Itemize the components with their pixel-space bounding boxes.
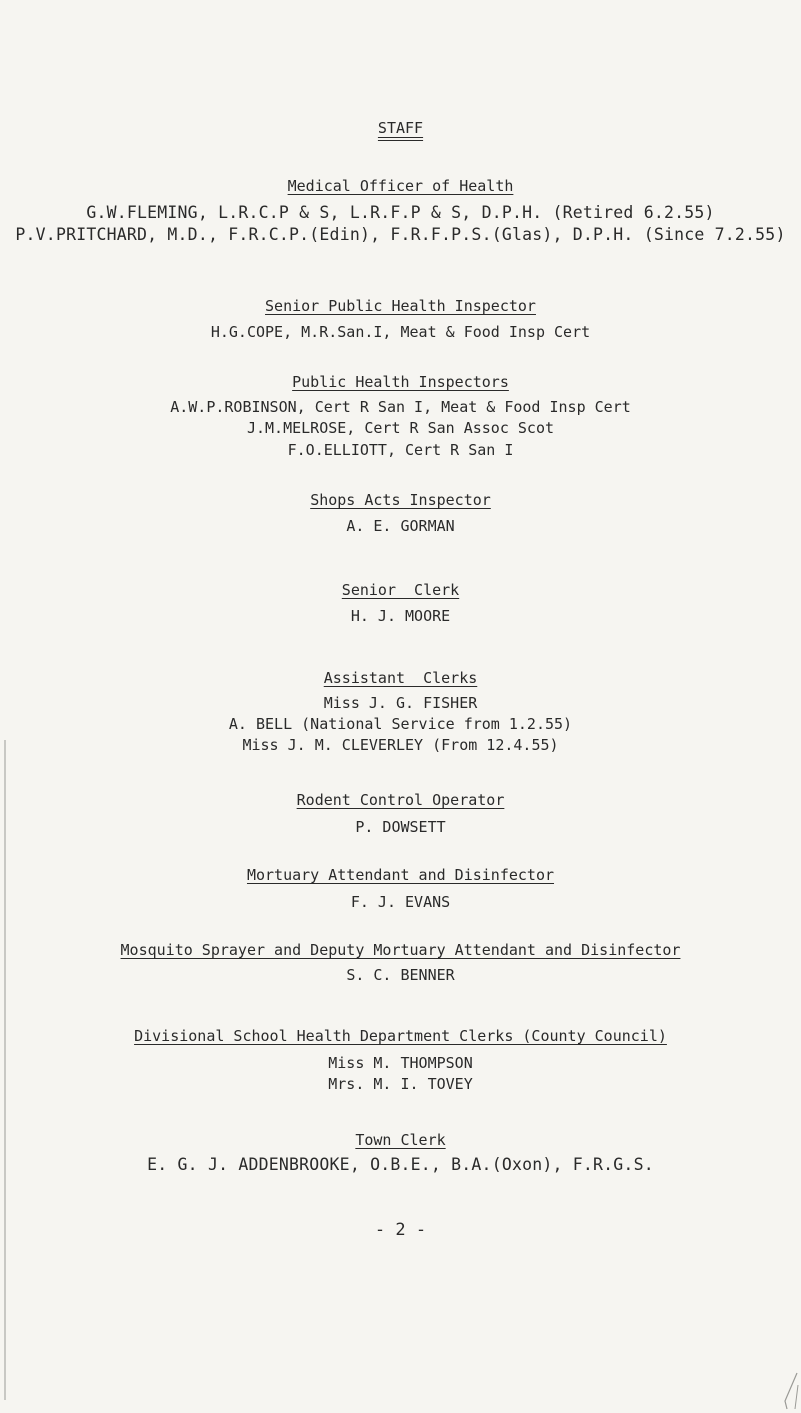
- section-heading-phi: Public Health Inspectors: [292, 373, 509, 391]
- staff-line: F.O.ELLIOTT, Cert R San I: [287, 441, 514, 459]
- staff-line: H. J. MOORE: [350, 607, 451, 625]
- section-heading-medical-officer: Medical Officer of Health: [287, 177, 514, 195]
- staff-line: P.V.PRITCHARD, M.D., F.R.C.P.(Edin), F.R.F.P.S.(Glas), D.P.H. (Since 7.2.55): [15, 225, 786, 244]
- staff-line: A. BELL (National Service from 1.2.55): [228, 715, 573, 733]
- staff-line: F. J. EVANS: [350, 893, 451, 911]
- staff-line: Miss J. G. FISHER: [323, 694, 478, 712]
- page-number: - 2 -: [374, 1220, 427, 1240]
- section-heading-town-clerk: Town Clerk: [355, 1131, 446, 1149]
- page-title: STAFF: [377, 119, 424, 137]
- staff-line: J.M.MELROSE, Cert R San Assoc Scot: [246, 419, 555, 437]
- section-heading-mosquito-sprayer: Mosquito Sprayer and Deputy Mortuary Attendant and Disinfector: [120, 941, 681, 959]
- scan-corner-mark: [781, 1371, 799, 1411]
- section-heading-shops-acts: Shops Acts Inspector: [310, 491, 491, 509]
- section-heading-school-health: Divisional School Health Department Clerks (County Council): [134, 1027, 667, 1045]
- staff-line: G.W.FLEMING, L.R.C.P & S, L.R.F.P & S, D.P.H. (Retired 6.2.55): [86, 203, 715, 222]
- staff-line: A. E. GORMAN: [346, 517, 455, 535]
- staff-line: Mrs. M. I. TOVEY: [328, 1075, 473, 1093]
- section-heading-senior-clerk: Senior Clerk: [341, 581, 460, 599]
- section-heading-senior-phi: Senior Public Health Inspector: [265, 297, 536, 315]
- staff-line: H.G.COPE, M.R.San.I, Meat & Food Insp Cert: [210, 323, 591, 341]
- staff-line: A.W.P.ROBINSON, Cert R San I, Meat & Food Insp Cert: [170, 398, 631, 416]
- staff-line: S. C. BENNER: [346, 966, 455, 984]
- staff-line: P. DOWSETT: [355, 818, 446, 836]
- staff-line: Miss J. M. CLEVERLEY (From 12.4.55): [242, 736, 559, 754]
- section-heading-assistant-clerks: Assistant Clerks: [323, 669, 478, 687]
- section-heading-rodent-control: Rodent Control Operator: [296, 791, 505, 809]
- staff-line: E. G. J. ADDENBROOKE, O.B.E., B.A.(Oxon), F.R.G.S.: [147, 1155, 654, 1174]
- staff-line: Miss M. THOMPSON: [328, 1054, 473, 1072]
- scan-edge-mark: [4, 740, 6, 1400]
- section-heading-mortuary: Mortuary Attendant and Disinfector: [246, 866, 555, 884]
